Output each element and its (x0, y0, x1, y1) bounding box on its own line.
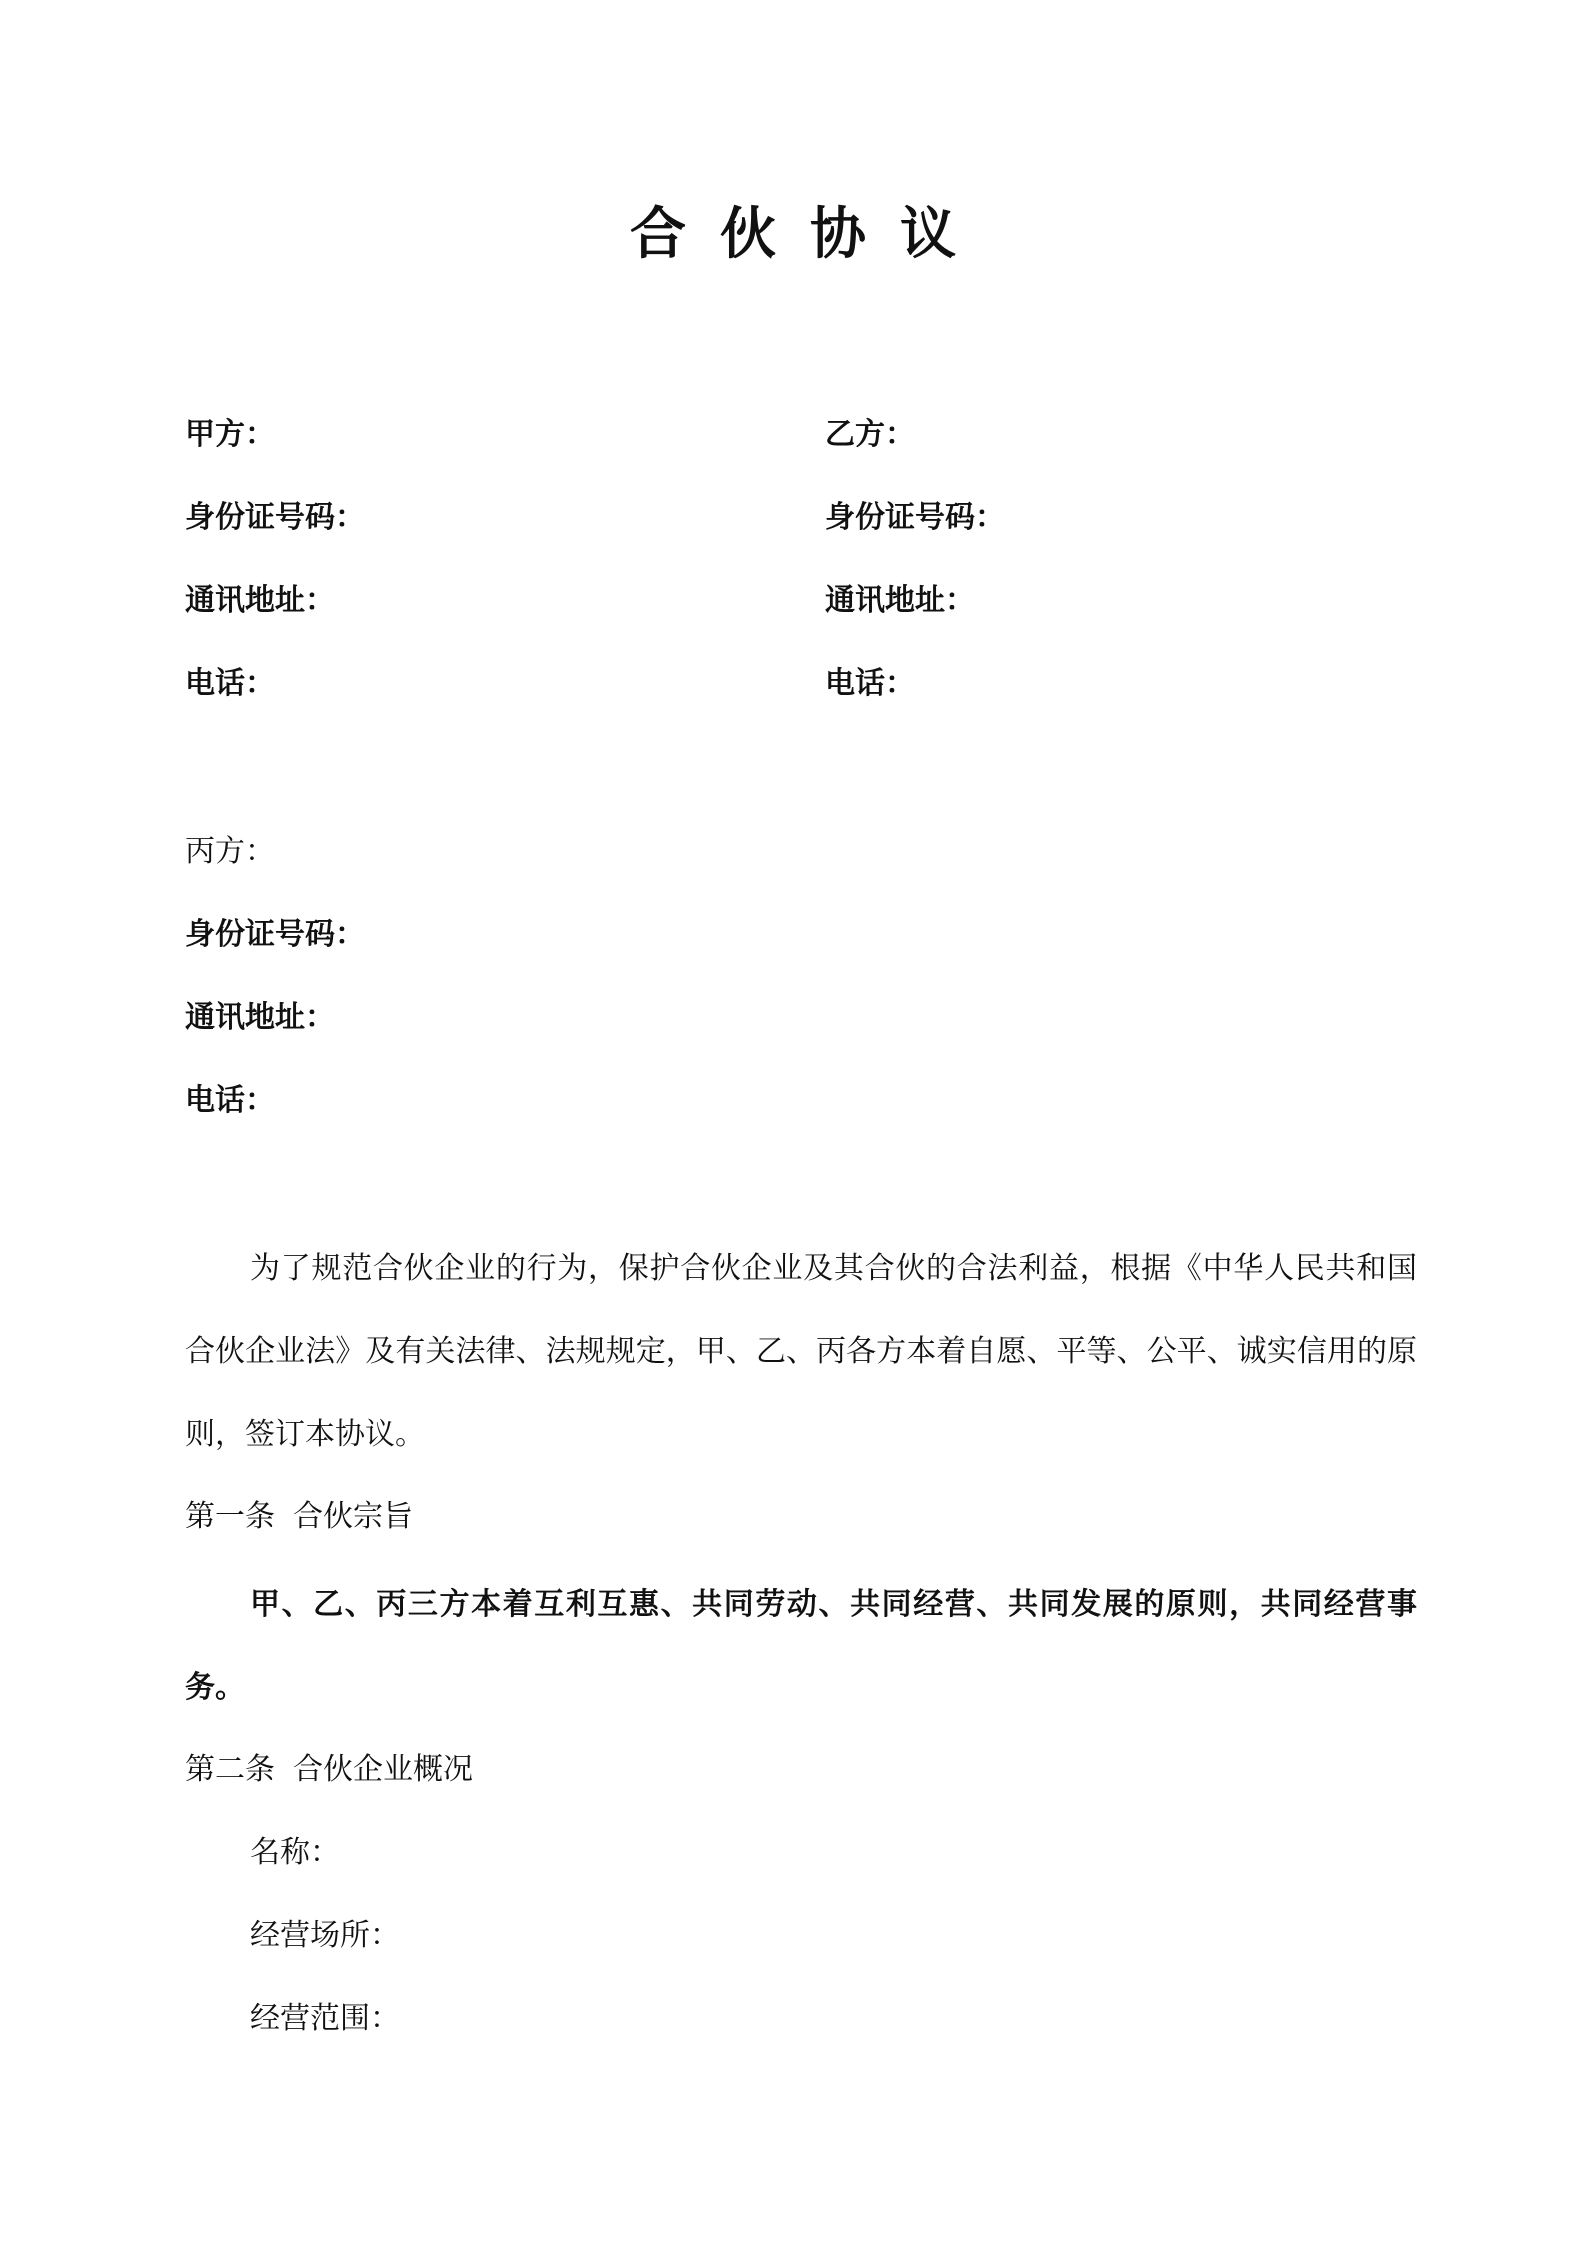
party-a-id-label: 身份证号码： (185, 500, 365, 535)
preamble-paragraph: 为了规范合伙企业的行为，保护合伙企业及其合伙的合法利益，根据《中华人民共和国合伙企业法》及有关法律、法规规定，甲、乙、丙各方本着自愿、平等、公平、诚实信用的原则，签订本协议。 (185, 1251, 1417, 1452)
party-c-id-label: 身份证号码： (185, 917, 365, 952)
article-2-title: 合伙企业概况 (293, 1752, 473, 1787)
article-2-field-name: 名称： (250, 1835, 340, 1870)
article-1-number: 第一条 (185, 1499, 275, 1534)
article-2-number: 第二条 (185, 1752, 275, 1787)
party-c-name-label: 丙方： (185, 834, 275, 869)
party-c-address-label: 通讯地址： (185, 1000, 335, 1035)
article-2-field-scope: 经营范围： (250, 2001, 400, 2036)
article-1-body: 甲、乙、丙三方本着互利互惠、共同劳动、共同经营、共同发展的原则，共同经营事务。 (185, 1587, 1417, 1705)
party-b-phone-label: 电话： (825, 666, 915, 701)
party-b-id-label: 身份证号码： (825, 500, 1005, 535)
party-a-name-label: 甲方： (185, 417, 275, 452)
party-a-address-label: 通讯地址： (185, 583, 335, 618)
party-c-phone-label: 电话： (185, 1083, 275, 1118)
party-b-name-label: 乙方： (825, 417, 915, 452)
article-2-field-premises: 经营场所： (250, 1918, 400, 1953)
article-1-heading (185, 1497, 413, 1537)
article-1-title: 合伙宗旨 (293, 1499, 413, 1534)
party-b-address-label: 通讯地址： (825, 583, 975, 618)
document-title: 合伙协议 (630, 202, 990, 267)
party-a-phone-label: 电话： (185, 666, 275, 701)
article-2-heading (185, 1750, 473, 1790)
